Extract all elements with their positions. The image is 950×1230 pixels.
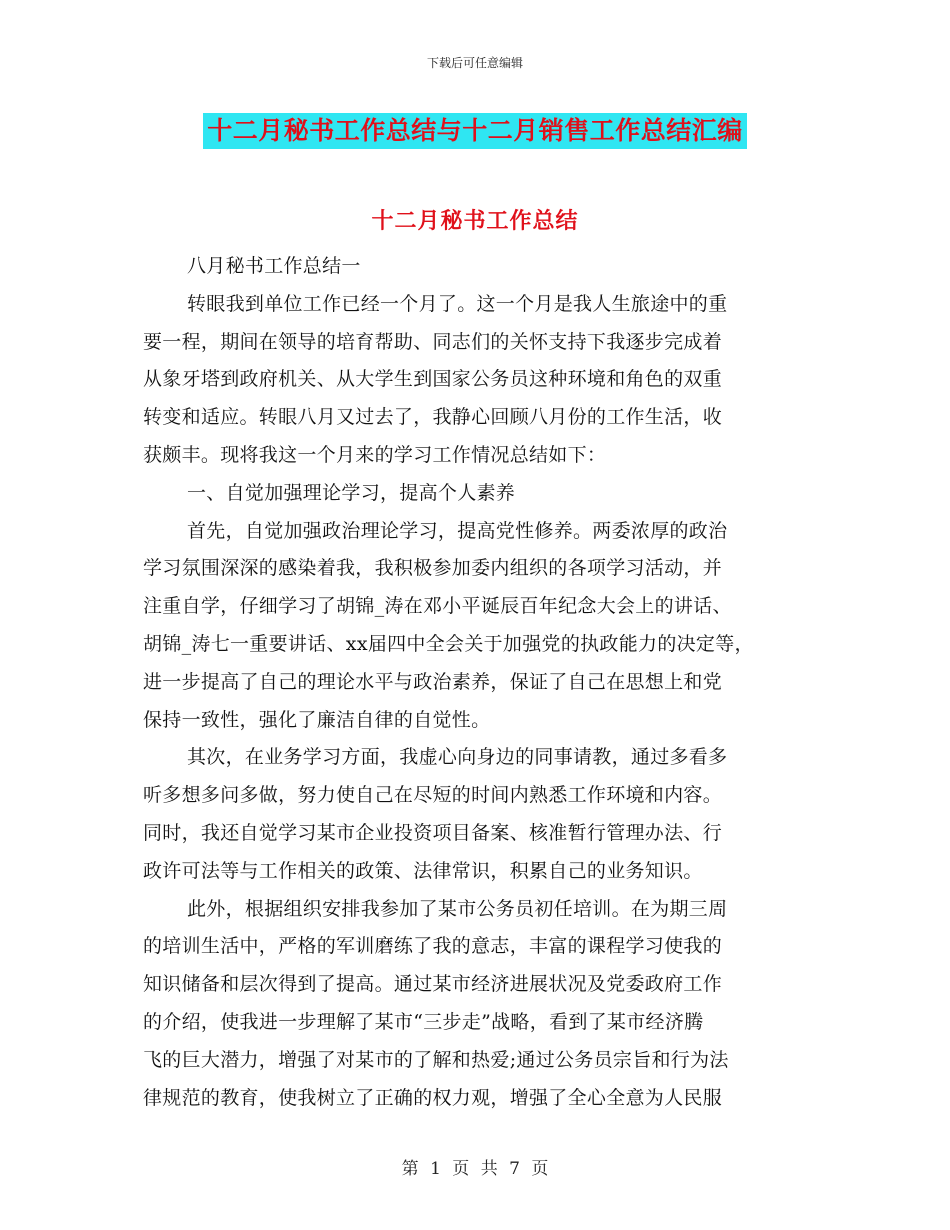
text-line: 知识储备和层次得到了提高。通过某市经济进展状况及党委政府工作 — [143, 973, 723, 996]
document-title — [0, 113, 950, 149]
text-line: 此外，根据组织安排我参加了某市公务员初任培训。在为期三周 — [187, 897, 728, 920]
text-line: 听多想多问多做，努力使自己在尽短的时间内熟悉工作环境和内容。 — [143, 784, 723, 807]
text-line: 注重自学，仔细学习了胡锦_涛在邓小平诞辰百年纪念大会上的讲话、 — [143, 595, 732, 618]
text-line: 同时，我还自觉学习某市企业投资项目备案、核准暂行管理办法、行 — [143, 821, 723, 844]
page-footer: 第 1 页 共 7 页 — [401, 1159, 549, 1179]
section-title: 十二月秘书工作总结 — [371, 209, 579, 234]
text-line: 一、自觉加强理论学习，提高个人素养 — [187, 481, 516, 504]
text-line: 律规范的教育，使我树立了正确的权力观，增强了全心全意为人民服 — [143, 1086, 723, 1109]
text-line: 其次，在业务学习方面，我虚心向身边的同事请教，通过多看多 — [187, 746, 728, 769]
text-line: 获颇丰。现将我这一个月来的学习工作情况总结如下： — [143, 443, 607, 466]
text-line: 八月秘书工作总结一 — [187, 255, 361, 277]
text-line: 飞的巨大潜力，增强了对某市的了解和热爱;通过公务员宗旨和行为法 — [143, 1048, 729, 1071]
body-text — [143, 248, 803, 1117]
text-line: 胡锦_涛七一重要讲话、xx届四中全会关于加强党的执政能力的决定等， — [143, 632, 754, 655]
document-title-text: 十二月秘书工作总结与十二月销售工作总结汇编 — [203, 113, 747, 149]
text-line: 转眼我到单位工作已经一个月了。这一个月是我人生旅途中的重 — [187, 292, 728, 315]
text-line: 的培训生活中，严格的军训磨练了我的意志，丰富的课程学习使我的 — [143, 935, 723, 958]
text-line: 政许可法等与工作相关的政策、法律常识，积累自己的业务知识。 — [143, 859, 703, 882]
text-line: 转变和适应。转眼八月又过去了，我静心回顾八月份的工作生活，收 — [143, 406, 723, 429]
text-line: 学习氛围深深的感染着我，我积极参加委内组织的各项学习活动，并 — [143, 557, 723, 580]
text-line: 要一程，期间在领导的培育帮助、同志们的关怀支持下我逐步完成着 — [143, 330, 723, 353]
text-line: 从象牙塔到政府机关、从大学生到国家公务员这种环境和角色的双重 — [143, 368, 723, 391]
page-header: 下载后可任意编辑 — [426, 56, 523, 70]
text-line: 的介绍，使我进一步理解了某市“三步走”战略，看到了某市经济腾 — [143, 1010, 704, 1033]
text-line: 保持一致性，强化了廉洁自律的自觉性。 — [143, 708, 491, 731]
text-line: 首先，自觉加强政治理论学习，提高党性修养。两委浓厚的政治 — [187, 519, 728, 542]
text-line: 进一步提高了自己的理论水平与政治素养，保证了自己在思想上和党 — [143, 670, 723, 693]
